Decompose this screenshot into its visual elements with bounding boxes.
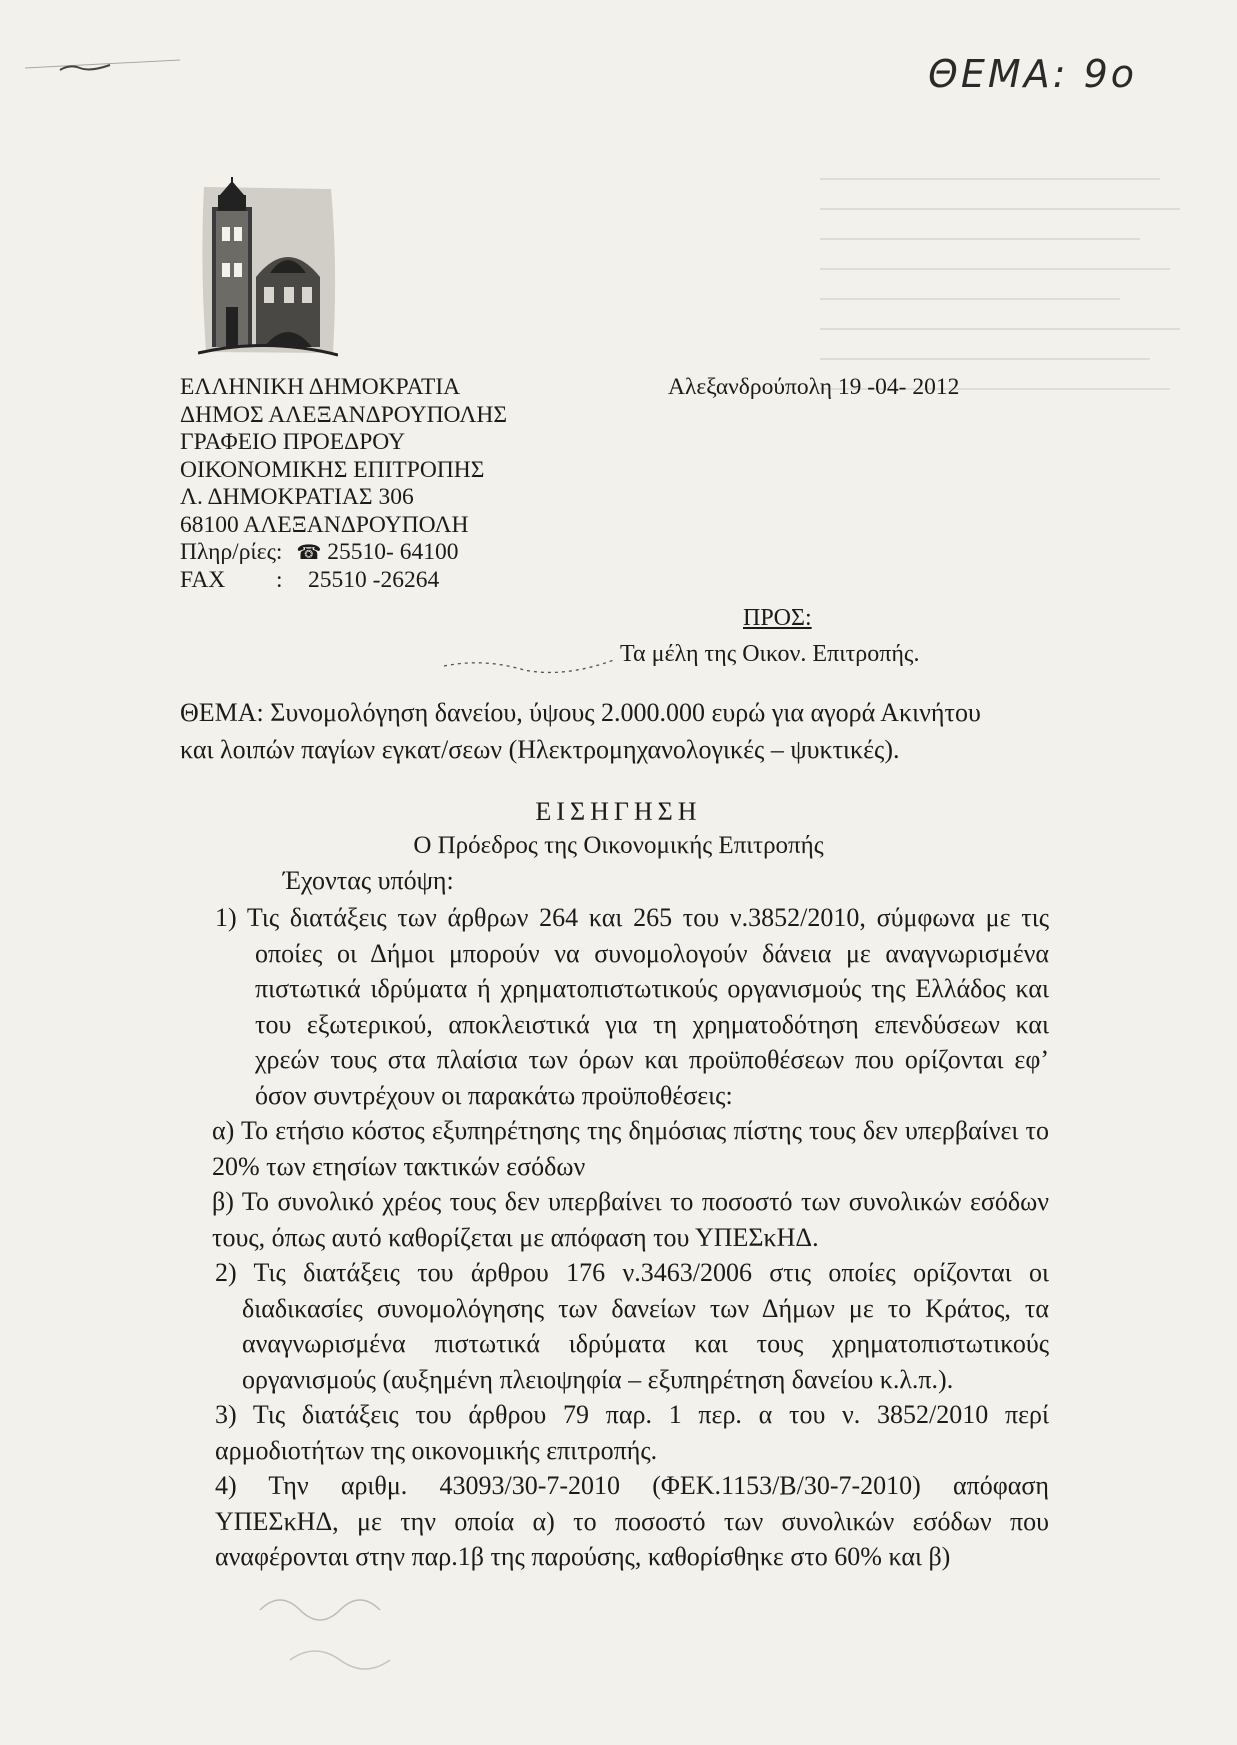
phone-line <box>180 539 507 567</box>
recipient: Τα μέλη της Οικον. Επιτροπής. <box>620 641 920 667</box>
item-1b: β) Το συνολικό χρέος τους δεν υπερβαίνει το ποσοστό των συνολικών εσόδων τους, όπως αυτό καθορίζεται με απόφαση του ΥΠΕΣκΗΔ. <box>212 1187 1049 1252</box>
letterhead-line: ΟΙΚΟΝΟΜΙΚΗΣ ΕΠΙΤΡΟΠΗΣ <box>180 456 485 483</box>
fax-label: FAX <box>180 566 226 593</box>
presenter: Ο Πρόεδρος της Οικονομικής Επιτροπής <box>413 832 824 859</box>
body-text <box>212 900 1049 1575</box>
to-label: ΠΡΟΣ: <box>743 605 812 631</box>
item-1a: α) Το ετήσιο κόστος εξυπηρέτησης της δημόσιας πίστης τους δεν υπερβαίνει το 20% των ετησίων τακτικών εσόδων <box>212 1116 1049 1181</box>
faint-handwriting <box>250 1580 550 1700</box>
document-date: Αλεξανδρούπολη 19 -04- 2012 <box>668 374 960 400</box>
phone-number: 25510- 64100 <box>327 539 459 565</box>
fax-line <box>180 567 507 595</box>
scan-mark <box>440 648 640 688</box>
item-2: 2) Τις διατάξεις του άρθρου 176 ν.3463/2006 στις οποίες ορίζονται οι διαδικασίες συνομολόγησης των δανείων των Δήμων με το Κράτος, τα αναγνωρισμένα πιστωτικά ιδρύματα και τους χρηματοπιστωτικούς οργανισμούς (αυξημένη πλειοψηφία – εξυπηρέτηση δανείου κ.λ.π.). <box>215 1258 1049 1394</box>
heading: ΕΙΣΗΓΗΣΗ <box>535 797 702 826</box>
letterhead-line: ΔΗΜΟΣ ΑΛΕΞΑΝΔΡΟΥΠΟΛΗΣ <box>180 401 508 428</box>
letterhead-line: ΕΛΛΗΝΙΚΗ ΔΗΜΟΚΡΑΤΙΑ <box>180 374 461 400</box>
letterhead-line: ΓΡΑΦΕΙΟ ΠΡΟΕΔΡΟΥ <box>180 429 406 455</box>
letterhead <box>180 374 507 594</box>
letterhead-line: 68100 ΑΛΕΞΑΝΔΡΟΥΠΟΛΗ <box>180 511 469 538</box>
telephone-icon: ☎ <box>296 540 322 564</box>
fax-separator: : <box>276 566 283 593</box>
scan-mark <box>20 40 190 80</box>
lighthouse-logo <box>198 177 338 357</box>
subject: ΘΕΜΑ: Συνομολόγηση δανείου, ύψους 2.000.000 ευρώ για αγορά Ακινήτου και λοιπών παγίων εγκατ/σεων (Ηλεκτρομηχανολογικές – ψυκτικές). <box>180 698 981 764</box>
item-3: 3) Τις διατάξεις του άρθρου 79 παρ. 1 περ. α του ν. 3852/2010 περί αρμοδιοτήτων της οικονομικής επιτροπής. <box>215 1400 1049 1465</box>
letterhead-line: Λ. ΔΗΜΟΚΡΑΤΙΑΣ 306 <box>180 484 414 510</box>
intro: Έχοντας υπόψη: <box>283 866 454 895</box>
phone-label: Πληρ/ρίες: <box>180 539 283 565</box>
fax-number: 25510 -26264 <box>308 566 440 593</box>
item-1: 1) Τις διατάξεις των άρθρων 264 και 265 του ν.3852/2010, σύμφωνα με τις οποίες οι Δήμοι μπορούν να συνομολογούν δάνεια με αναγνωρισμένα πιστωτικά ιδρύματα ή χρηματοπιστωτικούς οργανισμούς της Ελλάδος και του εξωτερικού, αποκλειστικά για τη χρηματοδότηση επενδύσεων και χρεών τους στα πλαίσια των όρων και προϋποθέσεων που ορίζονται εφ’ όσον συντρέχουν οι παρακάτω προϋποθέσεις: <box>215 903 1049 1110</box>
item-4: 4) Την αριθμ. 43093/30-7-2010 (ΦΕΚ.1153/Β/30-7-2010) απόφαση ΥΠΕΣκΗΔ, με την οποία α) το ποσοστό των συνολικών εσόδων που αναφέρονται στην παρ.1β της παρούσης, καθορίσθηκε στο 60% και β) <box>215 1471 1049 1571</box>
handwritten-note: ΘΕΜΑ: 9ο <box>928 52 1138 96</box>
